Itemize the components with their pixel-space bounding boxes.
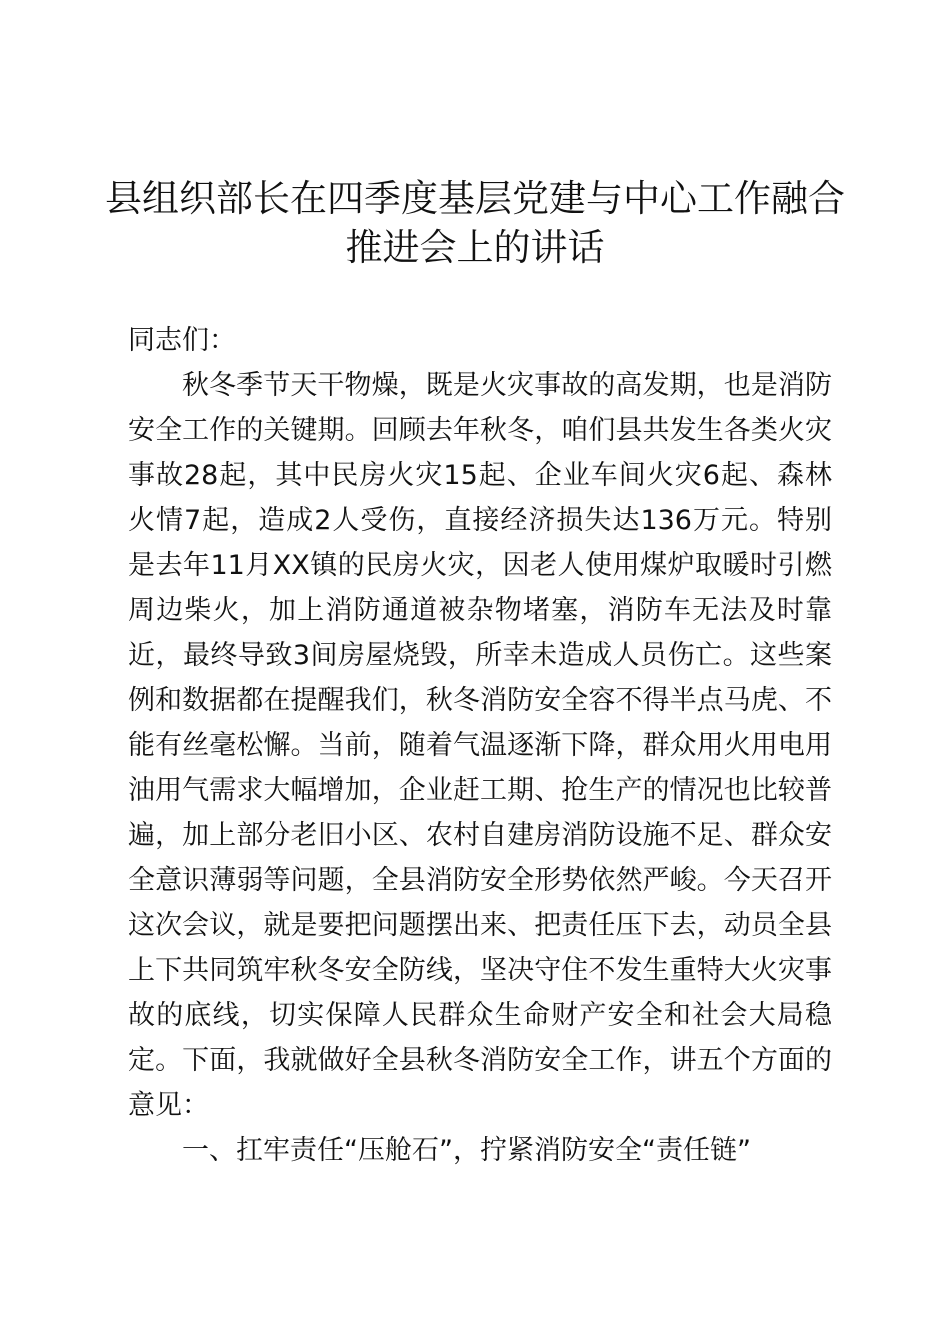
section-heading-1: 一、扛牢责任“压舱石”，拧紧消防安全“责任链” bbox=[182, 1135, 751, 1166]
paragraph-intro: 秋冬季节天干物燥，既是火灾事故的高发期，也是消防安全工作的关键期。回顾去年秋冬，咱们县共发生各类火灾事故28起，其中民房火灾15起、企业车间火灾6起、森林火情7起，造成2人受伤，直接经济损失达136万元。特别是去年11月XX镇的民房火灾，因老人使用煤炉取暖时引燃周边柴火，加上消防通道被杂物堵塞，消防车无法及时靠近，最终导致3间房屋烧毁，所幸未造成人员伤亡。这些案例和数据都在提醒我们，秋冬消防安全容不得半点马虎、不能有丝毫松懈。当前，随着气温逐渐下降，群众用火用电用油用气需求大幅增加，企业赶工期、抢生产的情况也比较普遍，加上部分老旧小区、农村自建房消防设施不足、群众安全意识薄弱等问题，全县消防安全形势依然严峻。今天召开这次会议，就是要把问题摆出来、把责任压下去，动员全县上下共同筑牢秋冬安全防线，坚决守住不发生重特大火灾事故的底线，切实保障人民群众生命财产安全和社会大局稳定。下面，我就做好全县秋冬消防安全工作，讲五个方面的意见： bbox=[128, 370, 832, 1121]
document-body bbox=[128, 318, 832, 1173]
greeting: 同志们： bbox=[128, 325, 236, 356]
document-title-line-2: 推进会上的讲话 bbox=[345, 226, 605, 269]
document-title-line-1: 县组织部长在四季度基层党建与中心工作融合 bbox=[105, 177, 845, 220]
